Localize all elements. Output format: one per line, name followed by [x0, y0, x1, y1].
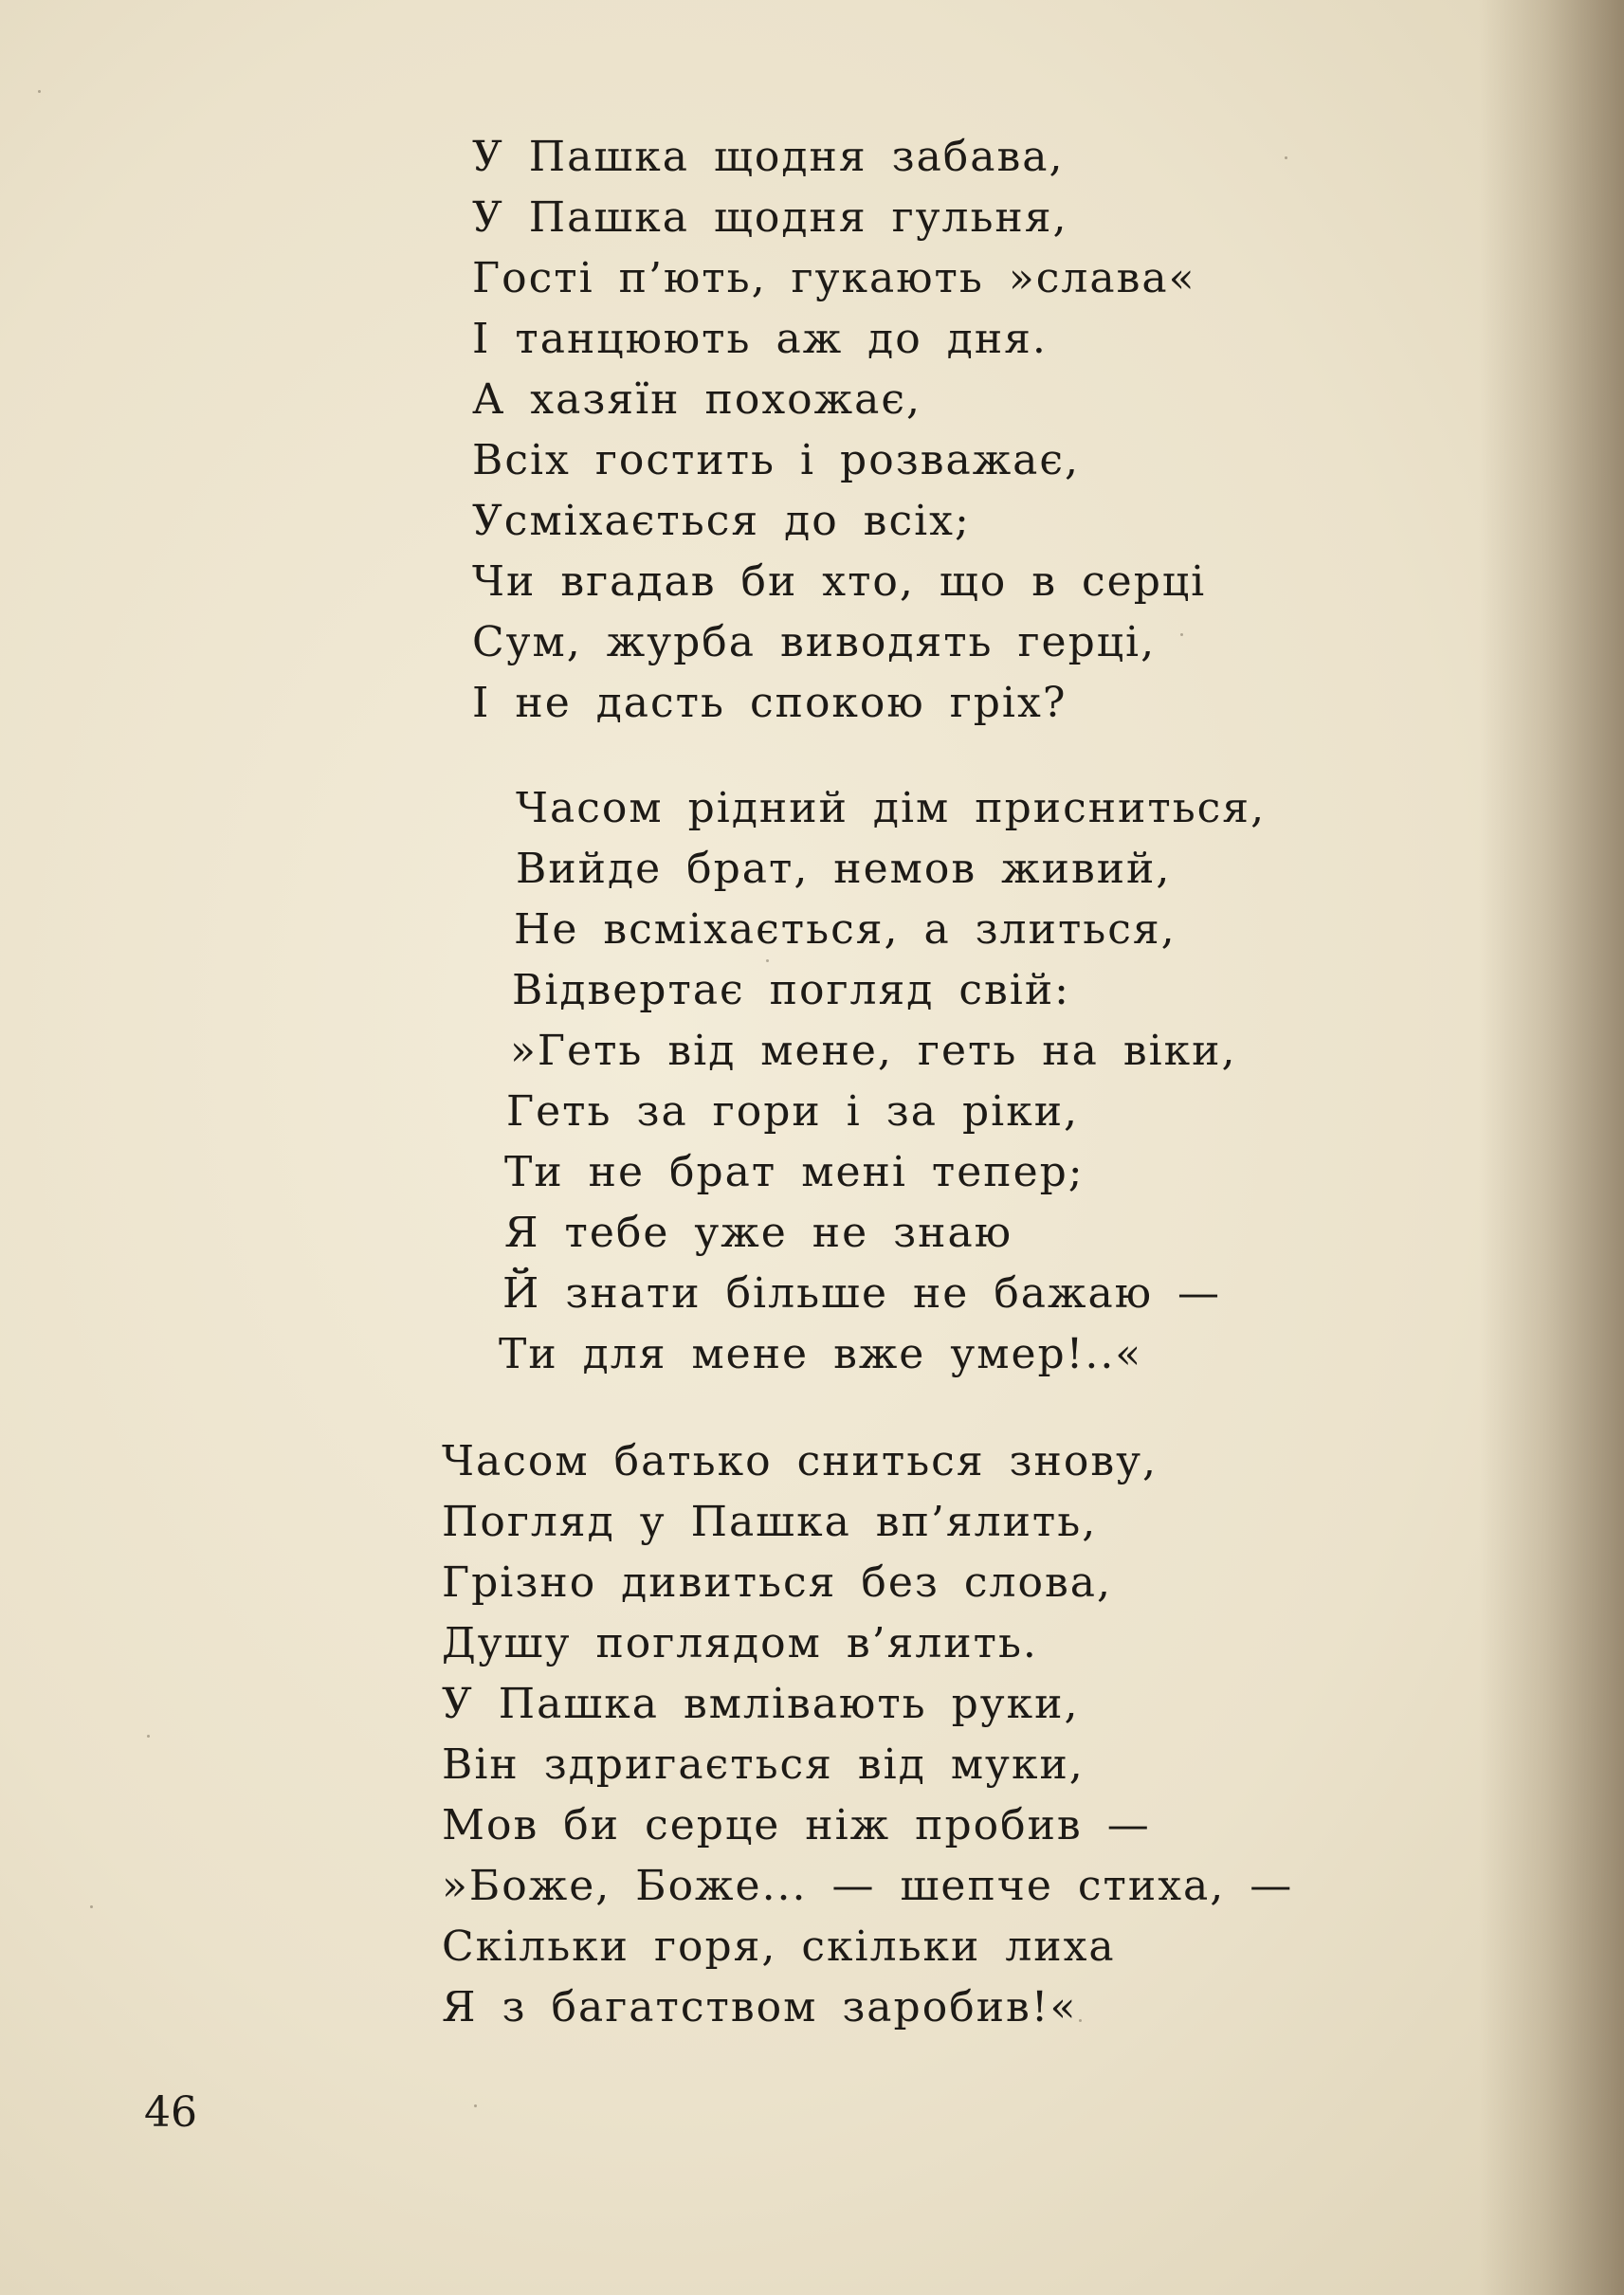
paper-speck: [38, 90, 41, 93]
verse-line: Душу поглядом в’ялить.: [442, 1619, 1038, 1667]
verse-line: Вийде брат, немов живий,: [516, 845, 1172, 893]
verse-line: Ти не брат мені тепер;: [504, 1148, 1085, 1196]
verse-line: У Пашка щодня гульня,: [472, 193, 1068, 242]
verse-line: Геть за гори і за ріки,: [506, 1087, 1080, 1136]
verse-line: Скільки горя, скільки лиха: [442, 1922, 1116, 1971]
verse-line: Ти для мене вже умер!..«: [499, 1330, 1143, 1378]
paper-speck: [1180, 633, 1183, 636]
verse-line: Я з багатством заробив!«: [442, 1983, 1078, 2031]
verse-line: Мов би серце ніж пробив —: [442, 1801, 1151, 1849]
verse-line: »Геть від мене, геть на віки,: [510, 1027, 1237, 1075]
verse-line: Гості п’ють, гукають »слава«: [472, 254, 1196, 302]
verse-line: Чи вгадав би хто, що в серці: [472, 557, 1207, 606]
verse-line: Грізно дивиться без слова,: [442, 1558, 1112, 1607]
paper-speck: [147, 1735, 150, 1738]
verse-line: Часом рідний дім присниться,: [516, 784, 1267, 832]
verse-line: А хазяїн похожає,: [472, 375, 921, 424]
verse-line: Не всміхається, а злиться,: [514, 905, 1177, 954]
paper-speck: [1079, 2019, 1082, 2022]
verse-line: Всіх гостить і розважає,: [472, 436, 1081, 484]
verse-line: Часом батько сниться знову,: [442, 1437, 1159, 1485]
paper-speck: [474, 2104, 477, 2107]
verse-line: У Пашка щодня забава,: [472, 133, 1065, 181]
verse-line: Я тебе уже не знаю: [504, 1209, 1013, 1257]
verse-line: І не дасть спокою гріх?: [472, 679, 1067, 727]
verse-line: Він здригається від муки,: [442, 1740, 1085, 1789]
verse-line: І танцюють аж до дня.: [472, 315, 1048, 363]
verse-line: Й знати більше не бажаю —: [502, 1269, 1222, 1318]
paper-speck: [766, 959, 769, 962]
verse-line: Сум, журба виводять герці,: [472, 618, 1157, 666]
verse-line: Погляд у Пашка вп’ялить,: [442, 1498, 1098, 1546]
page-number: 46: [144, 2088, 197, 2137]
verse-line: Відвертає погляд свій:: [512, 966, 1070, 1014]
paper-speck: [1285, 156, 1287, 159]
verse-line: У Пашка вмлівають руки,: [442, 1680, 1080, 1728]
verse-line: »Боже, Боже... — шепче стиха, —: [442, 1862, 1294, 1910]
paper-speck: [90, 1905, 93, 1908]
verse-line: Усміхається до всіх;: [472, 497, 971, 545]
